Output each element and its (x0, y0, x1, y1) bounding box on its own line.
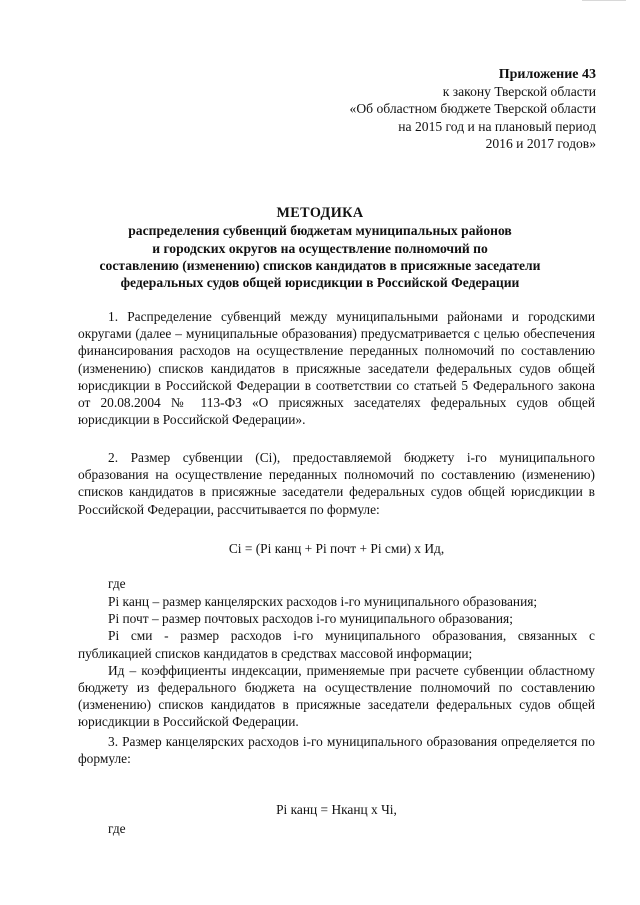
title-line: составлению (изменению) списков кандидатов в присяжные заседатели (99, 257, 541, 273)
appendix-heading: Приложение 43 (498, 67, 596, 82)
title-line: федеральных судов общей юрисдикции в Российской Федерации (120, 275, 520, 291)
appendix-line: на 2015 год и на плановый период (398, 118, 596, 134)
paragraph-2 (78, 449, 595, 518)
paragraph-text: 3. Размер канцелярских расходов i-го муниципального образования определяется по формуле: (78, 734, 595, 767)
appendix-line: 2016 и 2017 годов» (485, 135, 596, 151)
title-line: и городских округов на осуществление полномочий по (152, 240, 488, 256)
paragraph-text: 2. Размер субвенции (Ci), предоставляемой бюджету i-го муниципального образования на осуществление переданных полномочий по составлению (изменению) списков кандидатов в присяжные заседатели федеральных судов общей юрисдикции в Российской Федерации, рассчитывается по формуле: (78, 450, 595, 517)
title-line: распределения субвенций бюджетам муниципальных районов (128, 223, 512, 239)
paragraph-text: 1. Распределение субвенций между муниципальными районами и городскими округами (далее – муниципальные образования) предусматривается с целью обеспечения финансирования расходов на осуществление переданных полномочий по составлению (изменению) списков кандидатов в присяжные заседатели федеральных судов общей юрисдикции в Российской Федерации в соответствии со статьей 5 Федерального закона от 20.08.2004 № 113-ФЗ «О присяжных заседателях федеральных судов общей юрисдикции в Российской Федерации». (78, 309, 595, 428)
definition-item: Pi почт – размер почтовых расходов i-го муниципального образования; (108, 611, 513, 627)
appendix-line: к закону Тверской области (442, 84, 596, 100)
definitions-list (78, 593, 595, 731)
formula-subvention: Ci = (Pi канц + Pi почт + Pi сми) х Ид, (228, 541, 445, 556)
paragraph-3 (78, 733, 595, 767)
title-main: МЕТОДИКА (276, 205, 364, 221)
appendix-line: «Об областном бюджете Тверской области (349, 101, 596, 117)
where-label: где (108, 576, 126, 591)
document-title (60, 205, 580, 291)
paragraph-1 (78, 308, 595, 428)
page-corner-mark (582, 0, 626, 1)
definition-item: Pi канц – размер канцелярских расходов i-го муниципального образования; (108, 594, 538, 609)
definition-item: Pi сми - размер расходов i-го муниципального образования, связанных с публикацией списков кандидатов в средствах массовой информации; (78, 628, 595, 661)
appendix-header (266, 66, 596, 152)
formula-office-expenses: Pi канц = Нканц х Чi, (276, 802, 397, 817)
definition-item: Ид – коэффициенты индексации, применяемые при расчете субвенции областному бюджету из федерального бюджета на осуществление полномочий по составлению (изменению) списков кандидатов в присяжные заседатели федеральных судов общей юрисдикции в Российской Федерации. (78, 662, 595, 730)
where-label: где (108, 821, 126, 836)
